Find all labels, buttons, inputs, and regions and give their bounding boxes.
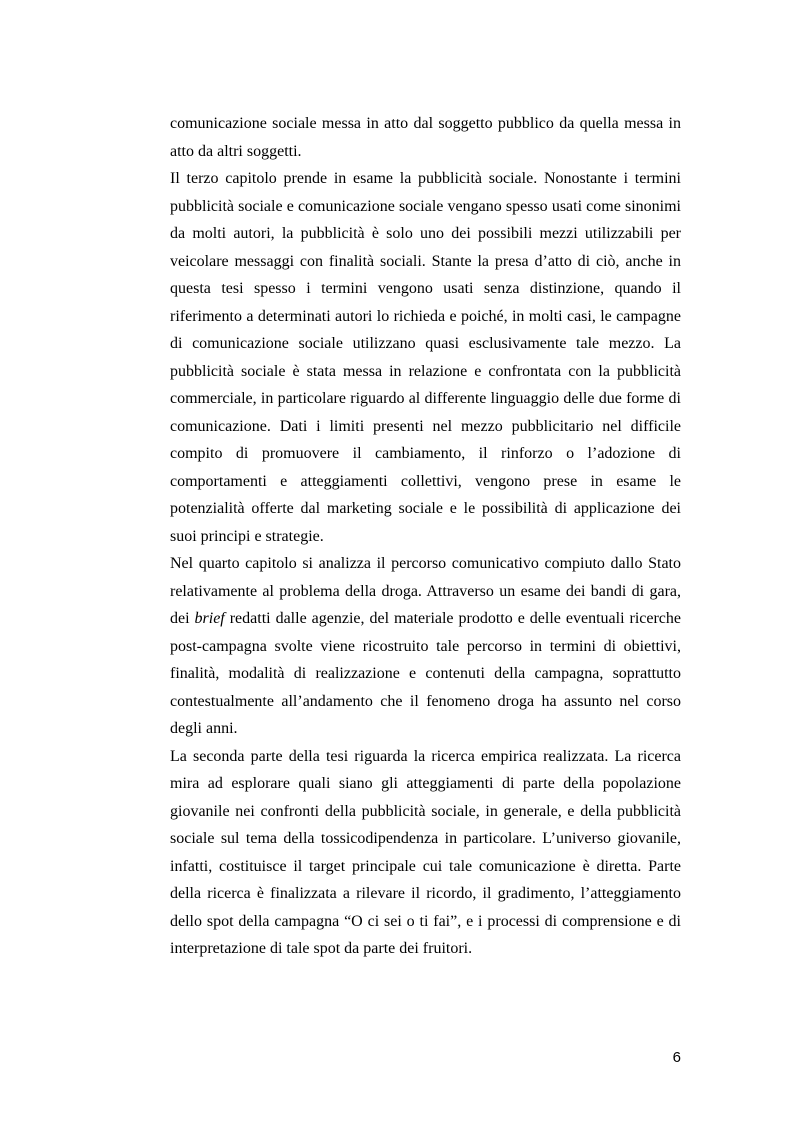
text-line: finalità, modalità di realizzazione e contenuti della campagna, soprattutto [170,665,681,682]
text-line: questa tesi spesso i termini vengono usati senza distinzione, quando il [170,280,681,297]
text-line: compito di promuovere il cambiamento, il rinforzo o l’adozione di [170,445,681,462]
text-line: Il terzo capitolo prende in esame la pubblicità sociale. Nonostante i termini [170,170,681,187]
text-line: comunicazione. Dati i limiti presenti nel mezzo pubblicitario nel difficile [170,417,681,435]
text-line: La seconda parte della tesi riguarda la ricerca empirica realizzata. La ricerca [170,747,681,765]
paragraph-continuation [170,110,681,165]
body-text [170,110,681,963]
text-segment: redatti dalle agenzie, del materiale prodotto e delle eventuali ricerche [224,610,682,627]
text-line: giovanile nei confronti della pubblicità sociale, in generale, e della pubblicità [170,802,681,820]
text-line: mira ad esplorare quali siano gli atteggiamenti di parte della popolazione [170,775,681,792]
text-line: post-campagna svolte viene ricostruito tale percorso in termini di obiettivi, [170,637,681,655]
text-line: relativamente al problema della droga. Attraverso un esame dei bandi di gara, [170,582,681,600]
text-segment: dei [170,610,195,627]
text-line [170,605,681,633]
text-line: da molti autori, la pubblicità è solo uno dei possibili mezzi utilizzabili per [170,225,681,242]
page-number: 6 [672,1049,681,1066]
text-line: degli anni. [170,720,238,737]
text-line: dello spot della campagna “O ci sei o ti fai”, e i processi di comprensione e di [170,912,681,930]
text-line: contestualmente all’andamento che il fenomeno droga ha assunto nel corso [170,692,681,710]
text-line: atto da altri soggetti. [170,142,302,160]
text-line: comportamenti e atteggiamenti collettivi, vengono prese in esame le [170,472,681,490]
text-line: suoi principi e strategie. [170,527,324,545]
text-line: infatti, costituisce il target principale cui tale comunicazione è diretta. Parte [170,857,681,875]
text-line: Nel quarto capitolo si analizza il percorso comunicativo compiuto dallo Stato [170,555,681,572]
text-line: pubblicità sociale e comunicazione sociale vengano spesso usati come sinonimi [170,197,681,215]
text-line: veicolare messaggi con finalità sociali. Stante la presa d’atto di ciò, anche in [170,252,681,270]
paragraph-second-part [170,743,681,963]
text-line: commerciale, in particolare riguardo al differente linguaggio delle due forme di [170,390,681,407]
text-line: potenzialità offerte dal marketing sociale e le possibilità di applicazione dei [170,500,681,517]
italic-term: brief [194,610,225,627]
paragraph-chapter-three [170,165,681,550]
text-line: della ricerca è finalizzata a rilevare il ricordo, il gradimento, l’atteggiamento [170,885,681,902]
text-line: pubblicità sociale è stata messa in relazione e confrontata con la pubblicità [170,362,681,380]
text-line: sociale sul tema della tossicodipendenza in particolare. L’universo giovanile, [170,830,681,847]
text-line: riferimento a determinati autori lo richieda e poiché, in molti casi, le campagne [170,307,681,325]
text-line: comunicazione sociale messa in atto dal soggetto pubblico da quella messa in [170,115,681,132]
text-line: interpretazione di tale spot da parte dei fruitori. [170,940,473,957]
text-line: di comunicazione sociale utilizzano quasi esclusivamente tale mezzo. La [170,335,681,352]
paragraph-chapter-four [170,550,681,743]
